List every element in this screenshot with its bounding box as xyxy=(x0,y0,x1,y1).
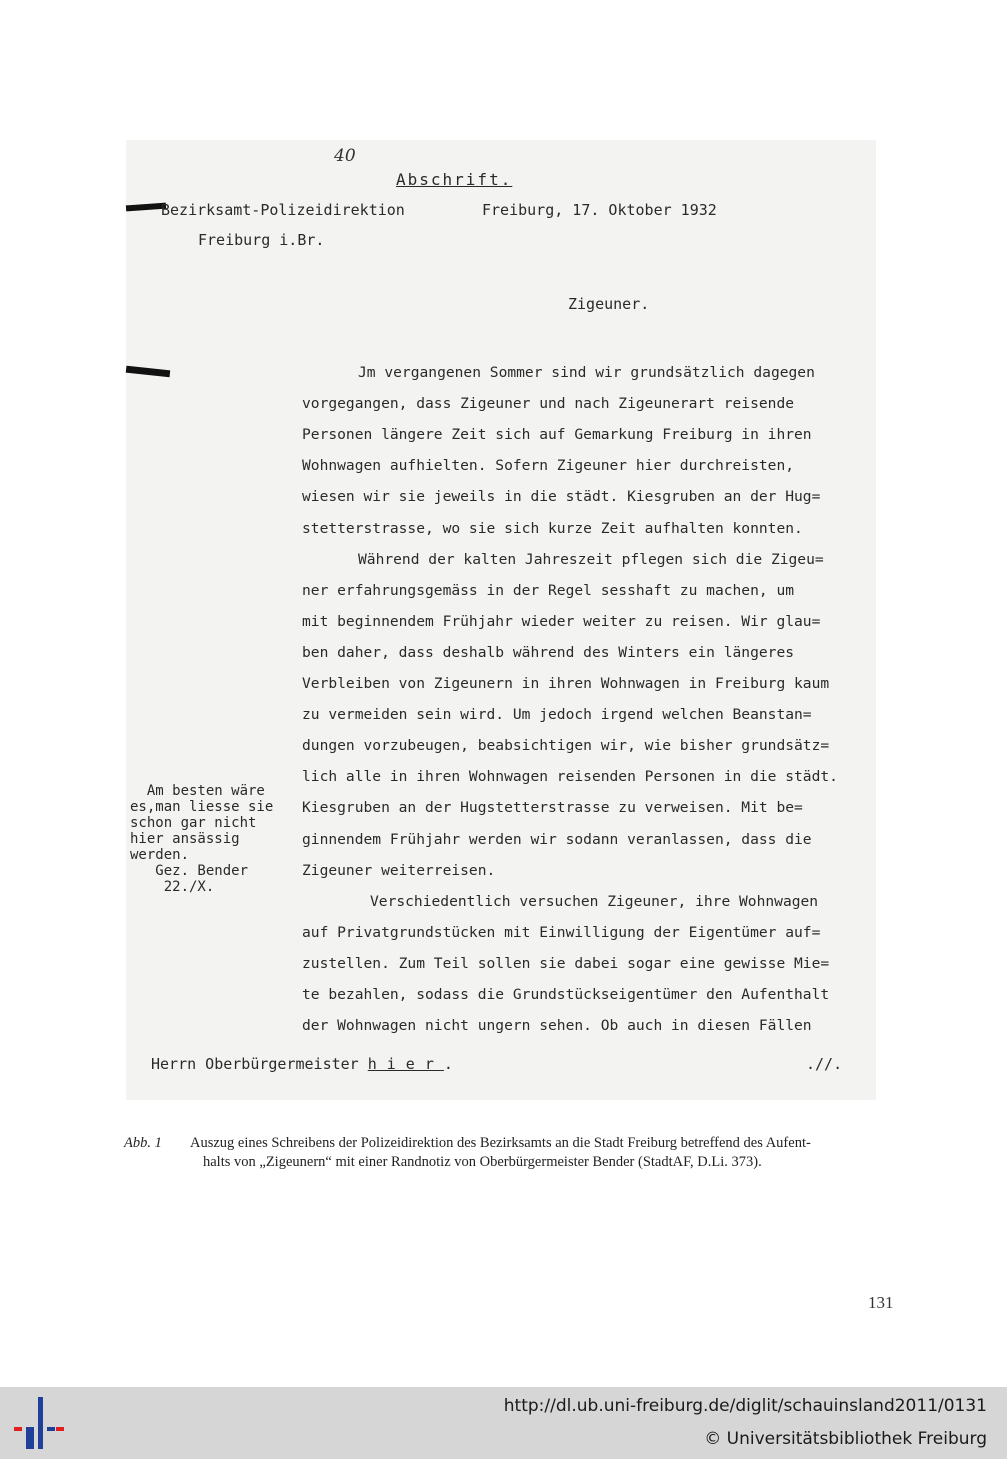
body-line: Jm vergangenen Sommer sind wir grundsätzlich dagegen xyxy=(358,364,815,381)
addressee-line xyxy=(151,1055,453,1073)
footer-url[interactable]: http://dl.ub.uni-freiburg.de/diglit/schauinsland2011/0131 xyxy=(503,1396,987,1416)
body-line: stetterstrasse, wo sie sich kurze Zeit aufhalten konnten. xyxy=(302,519,803,537)
addressee-suffix: . xyxy=(443,1055,453,1073)
document-title: Abschrift. xyxy=(396,170,513,189)
body-line: Verschiedentlich versuchen Zigeuner, ihre Wohnwagen xyxy=(370,892,819,910)
body-line: mit beginnendem Frühjahr wieder weiter zu reisen. Wir glau= xyxy=(302,612,821,630)
continuation-mark: .//. xyxy=(806,1055,843,1073)
body-line: te bezahlen, sodass die Grundstückseigentümer den Aufenthalt xyxy=(302,986,830,1003)
scanned-letter xyxy=(126,140,876,1100)
date-line: Freiburg, 17. Oktober 1932 xyxy=(482,201,717,219)
body-line: zu vermeiden sein wird. Um jedoch irgend welchen Beanstan= xyxy=(302,706,812,724)
ub-freiburg-logo-icon xyxy=(14,1397,64,1449)
subject-line: Zigeuner. xyxy=(568,295,650,313)
body-line: ginnendem Frühjahr werden wir sodann veranlassen, dass die xyxy=(302,830,812,848)
body-line: Kiesgruben an der Hugstetterstrasse zu verweisen. Mit be= xyxy=(302,799,803,817)
footer-bar xyxy=(0,1387,1007,1459)
body-line: Während der kalten Jahreszeit pflegen sich die Zigeu= xyxy=(358,550,824,568)
body-line: Personen längere Zeit sich auf Gemarkung Freiburg in ihren xyxy=(302,426,812,444)
body-line: ben daher, dass deshalb während des Winters ein längeres xyxy=(302,643,795,661)
body-line: lich alle in ihren Wohnwagen reisenden Personen in die städt. xyxy=(302,768,838,786)
body-line: zustellen. Zum Teil sollen sie dabei sogar eine gewisse Mie= xyxy=(302,954,830,972)
sender-line-2: Freiburg i.Br. xyxy=(198,231,325,249)
body-line: dungen vorzubeugen, beabsichtigen wir, wie bisher grundsätz= xyxy=(302,737,830,755)
body-line: der Wohnwagen nicht ungern sehen. Ob auch in diesen Fällen xyxy=(302,1017,812,1035)
folio-number: 40 xyxy=(334,146,356,166)
caption-line-1: Auszug eines Schreibens der Polizeidirektion des Bezirksamts an die Stadt Freiburg betreffend des Aufent- xyxy=(190,1135,811,1151)
body-line: wiesen wir sie jeweils in die städt. Kiesgruben an der Hug= xyxy=(302,488,821,506)
margin-note: Am besten wäre es,man liesse sie schon gar nicht hier ansässig werden. Gez. Bender 22./X. xyxy=(130,783,274,895)
sender-line-1: Bezirksamt-Polizeidirektion xyxy=(161,201,405,219)
body-line: auf Privatgrundstücken mit Einwilligung der Eigentümer auf= xyxy=(302,923,821,941)
caption-line-2: halts von „Zigeunern“ mit einer Randnotiz von Oberbürgermeister Bender (StadtAF, D.Li. 373). xyxy=(203,1154,762,1170)
body-line: Verbleiben von Zigeunern in ihren Wohnwagen in Freiburg kaum xyxy=(302,675,830,692)
page-number: 131 xyxy=(868,1293,894,1312)
addressee-prefix: Herrn Oberbürgermeister xyxy=(151,1055,359,1073)
footer-copyright: © Universitätsbibliothek Freiburg xyxy=(704,1429,987,1449)
body-line: Zigeuner weiterreisen. xyxy=(302,861,496,879)
binder-mark-middle xyxy=(126,366,170,378)
body-line: Wohnwagen aufhielten. Sofern Zigeuner hier durchreisten, xyxy=(302,457,795,475)
caption-label: Abb. 1 xyxy=(124,1135,162,1151)
addressee-hier: hier xyxy=(367,1055,444,1073)
body-line: vorgegangen, dass Zigeuner und nach Zigeunerart reisende xyxy=(302,395,795,413)
figure-caption xyxy=(124,1134,894,1172)
body-line: ner erfahrungsgemäss in der Regel sesshaft zu machen, um xyxy=(302,581,795,599)
